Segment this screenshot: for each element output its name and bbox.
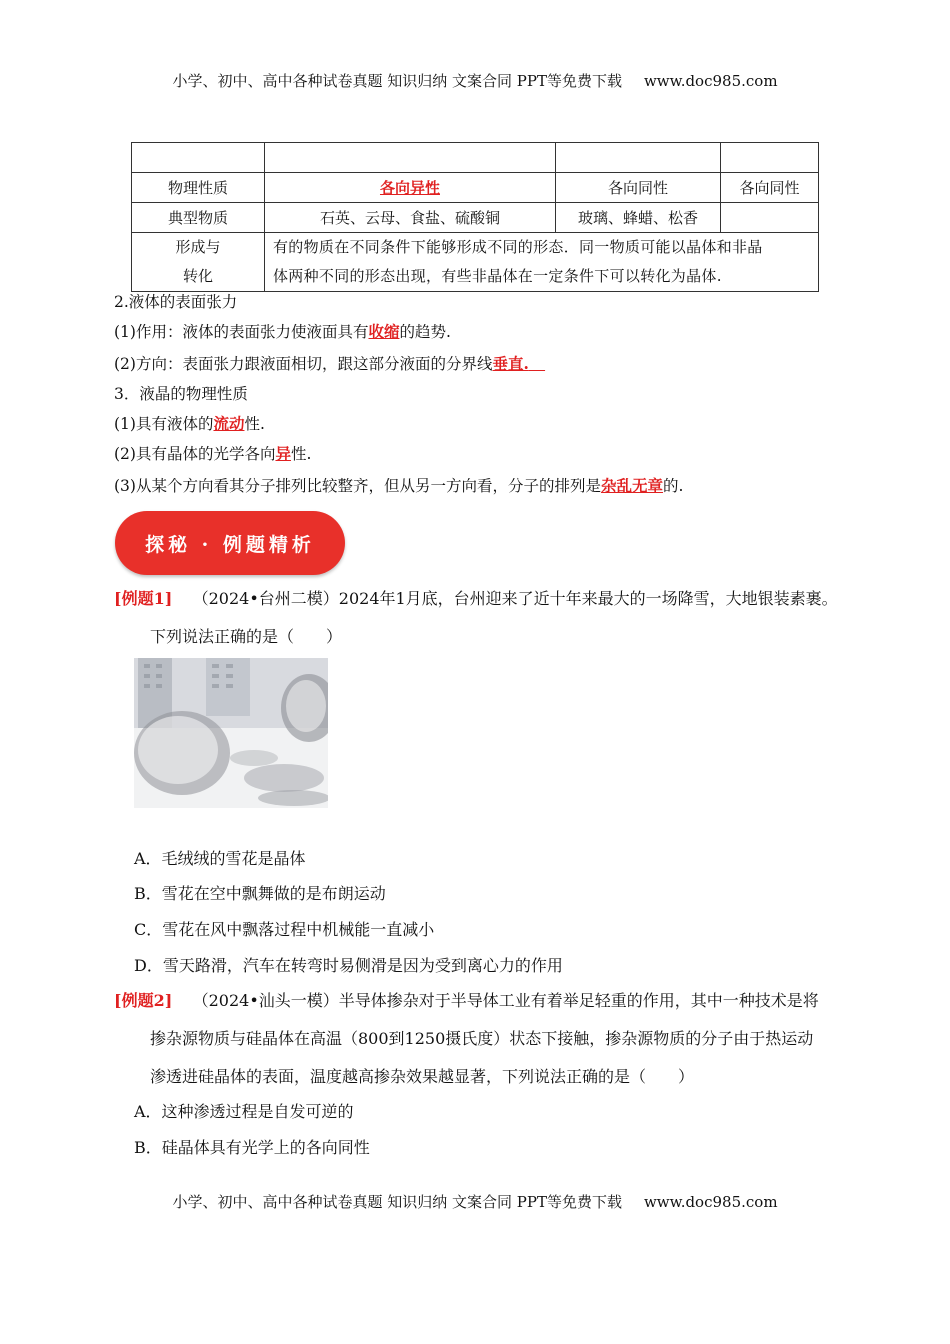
example-tag: [例题1]: [114, 589, 173, 608]
text: (1)具有液体的: [114, 415, 214, 433]
text: （2024•台州二模）2024年1月底，台州迎来了近十年来最大的一场降雪，大地银装素裹。: [192, 589, 838, 608]
table-cell: [265, 143, 556, 173]
example-tag: [例题2]: [114, 991, 173, 1010]
page-footer: [0, 1191, 950, 1212]
section-title: 2.液体的表面张力: [114, 293, 238, 311]
row-text-line: 体两种不同的形态出现，有些非晶体在一定条件下可以转化为晶体.: [273, 267, 722, 285]
example-1-line-1: [114, 588, 838, 610]
text: 性.: [290, 445, 312, 463]
table-cell: 物理性质: [132, 173, 265, 203]
table-cell-key: [265, 173, 556, 203]
snow-scene-image: [134, 658, 328, 808]
answer-highlight: 收缩: [368, 322, 400, 341]
text: 性.: [244, 415, 265, 433]
row-label-line: 形成与: [175, 238, 221, 256]
paragraph: [114, 322, 451, 342]
option-item: B．雪花在空中飘舞做的是布朗运动: [134, 884, 386, 903]
option-item: D．雪天路滑，汽车在转弯时易侧滑是因为受到离心力的作用: [134, 956, 563, 975]
table-cell: [132, 233, 265, 292]
text: （2024•汕头一模）半导体掺杂对于半导体工业有着举足轻重的作用，其中一种技术是将: [192, 991, 819, 1010]
option-item: A．这种渗透过程是自发可逆的: [134, 1102, 354, 1121]
text: (3)从某个方向看其分子排列比较整齐，但从另一方向看，分子的排列是: [114, 477, 601, 495]
answer-highlight: 流动: [213, 414, 245, 433]
header-site: www.doc985.com: [643, 72, 778, 90]
paragraph: [114, 476, 683, 496]
example-1-line-2: 下列说法正确的是（ ）: [150, 627, 343, 646]
answer-highlight: 各向异性: [379, 179, 440, 197]
underline-tail: [529, 354, 545, 373]
table-cell: 各向同性: [721, 173, 819, 203]
option-item: A．毛绒绒的雪花是晶体: [134, 849, 306, 868]
example-2-line-3: 渗透进硅晶体的表面，温度越高掺杂效果越显著，下列说法正确的是（ ）: [150, 1067, 695, 1086]
text: (2)具有晶体的光学各向: [114, 445, 276, 463]
table-cell-wide: [265, 233, 819, 292]
table-cell: 玻璃、蜂蜡、松香: [556, 203, 721, 233]
example-2-line-1: [114, 990, 819, 1012]
paragraph: [114, 354, 545, 374]
table-cell: 石英、云母、食盐、硫酸铜: [265, 203, 556, 233]
table-cell: 典型物质: [132, 203, 265, 233]
table-cell: [556, 143, 721, 173]
option-item: C．雪花在风中飘落过程中机械能一直减小: [134, 920, 435, 939]
table-cell: 各向同性: [556, 173, 721, 203]
option-item: B．硅晶体具有光学上的各向同性: [134, 1138, 370, 1157]
table-cell: [721, 143, 819, 173]
answer-highlight: 异: [275, 444, 291, 463]
row-text-line: 有的物质在不同条件下能够形成不同的形态．同一物质可能以晶体和非晶: [273, 238, 763, 256]
paragraph: [114, 414, 265, 434]
table-row: [132, 173, 819, 203]
text: (1)作用：液体的表面张力使液面具有: [114, 323, 369, 341]
answer-highlight: 垂直.: [492, 354, 529, 373]
paragraph: [114, 444, 311, 464]
example-2-line-2: 掺杂源物质与硅晶体在高温（800到1250摄氏度）状态下接触，掺杂源物质的分子由于热运动: [150, 1029, 814, 1048]
table-row: [132, 233, 819, 292]
text: 的趋势.: [399, 323, 451, 341]
header-text: 小学、初中、高中各种试卷真题 知识归纳 文案合同 PPT等免费下载: [172, 72, 622, 90]
text: 的.: [662, 477, 684, 495]
footer-text: 小学、初中、高中各种试卷真题 知识归纳 文案合同 PPT等免费下载: [172, 1193, 622, 1211]
table-cell: [721, 203, 819, 233]
section-banner: 探秘 · 例题精析: [115, 511, 345, 575]
snow-scene-illustration: [134, 658, 328, 808]
section-title: 3．液晶的物理性质: [114, 385, 248, 403]
text: (2)方向：表面张力跟液面相切，跟这部分液面的分界线: [114, 355, 493, 373]
footer-site: www.doc985.com: [643, 1193, 778, 1211]
table-cell: [132, 143, 265, 173]
row-label-line: 转化: [182, 267, 213, 285]
answer-highlight: 杂乱无章: [600, 476, 663, 495]
crystal-properties-table: [131, 142, 819, 292]
table-row: [132, 143, 819, 173]
table-row: [132, 203, 819, 233]
page-header: [0, 70, 950, 91]
